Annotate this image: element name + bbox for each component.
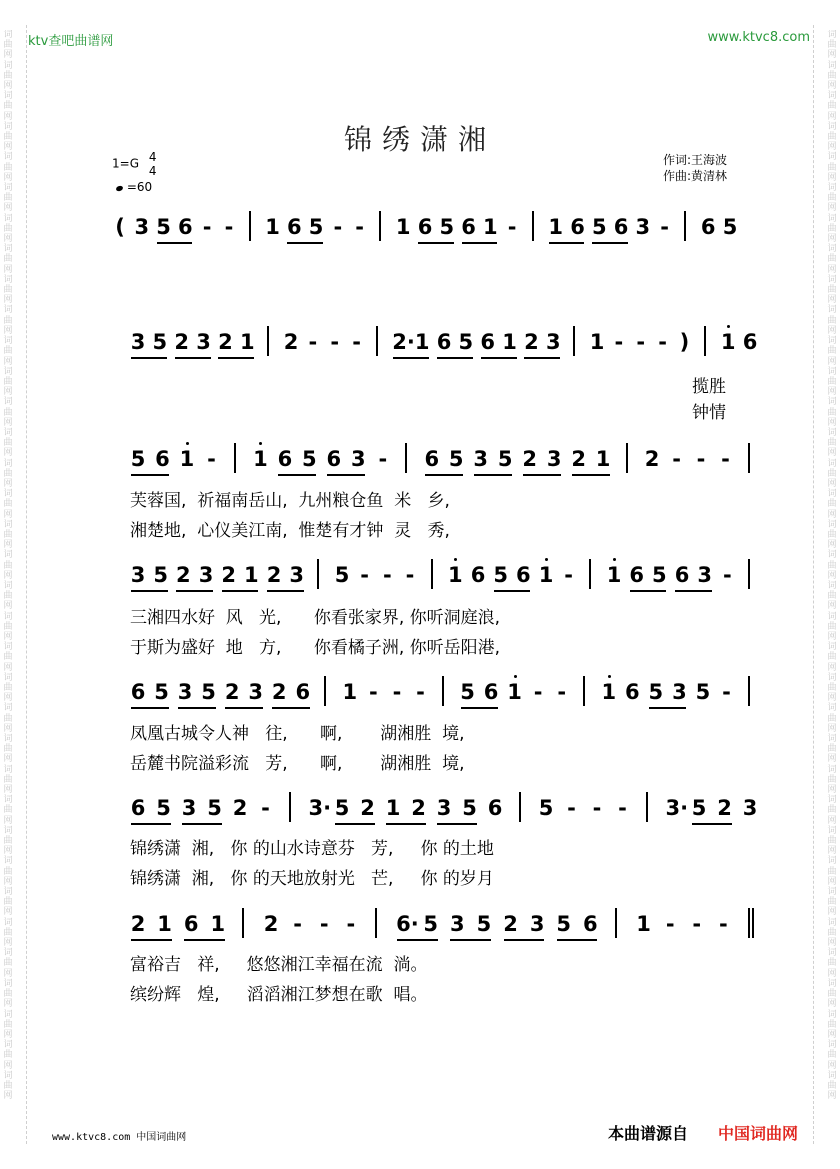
eighth-underline: [267, 590, 304, 592]
barline: [704, 326, 706, 356]
note: 3: [436, 796, 452, 820]
dash: -: [392, 680, 402, 704]
note: 6: [295, 680, 311, 704]
note: 5: [334, 796, 350, 820]
eighth-underline: [272, 707, 310, 709]
header-left-site[interactable]: ktv查吧曲谱网: [28, 34, 114, 49]
note: 1: [538, 563, 554, 587]
credits: [663, 152, 727, 184]
note: 2: [524, 330, 539, 354]
lyric-line: 凤凰古城令人神 往, 啊, 湖湘胜 境,: [130, 724, 465, 744]
note: 2: [522, 447, 537, 471]
eighth-underline: [327, 474, 365, 476]
dash: -: [722, 680, 731, 704]
note: 2: [644, 447, 660, 471]
note: 2: [283, 330, 299, 354]
eighth-underline: [131, 707, 169, 709]
note: 1: [179, 447, 195, 471]
note: 1: [483, 215, 498, 239]
eighth-underline: [437, 823, 477, 825]
lyric-line: 钟情: [692, 403, 726, 423]
tempo-mark: [116, 180, 152, 194]
note: 6: [436, 330, 452, 354]
bracket: (: [115, 215, 125, 239]
note: 6: [286, 215, 302, 239]
barline: [646, 792, 648, 822]
dash: -: [636, 330, 646, 354]
dash: -: [333, 215, 343, 239]
eighth-underline: [418, 242, 454, 244]
eighth-underline: [176, 590, 213, 592]
composer: 作曲:黄清林: [663, 169, 728, 183]
barline: [583, 676, 585, 706]
note: 6: [480, 330, 496, 354]
time-signature: [149, 150, 157, 178]
note: 1: [589, 330, 605, 354]
note: 6: [483, 680, 499, 704]
note: 5: [695, 680, 711, 704]
high-octave-dot: [727, 325, 730, 328]
dash: -: [692, 912, 702, 936]
note: 1: [601, 680, 617, 704]
eighth-underline: [504, 939, 545, 941]
note: 2: [221, 563, 236, 587]
note: 3·: [665, 796, 689, 820]
footer-source-site[interactable]: 中国词曲网: [718, 1124, 799, 1143]
note: 5: [538, 796, 554, 820]
eighth-underline: [450, 939, 491, 941]
eighth-underline: [397, 939, 438, 941]
dash: -: [719, 912, 728, 936]
barline: [589, 559, 591, 589]
barline: [267, 326, 269, 356]
eighth-underline: [523, 474, 561, 476]
dash: -: [658, 330, 667, 354]
dash: -: [614, 330, 624, 354]
eighth-underline: [225, 707, 263, 709]
barline: [234, 443, 236, 473]
note: 6: [583, 912, 598, 936]
footer-source-label: 本曲谱源自: [608, 1124, 689, 1143]
eighth-underline: [461, 707, 499, 709]
note: 6: [674, 563, 690, 587]
note: 1: [595, 447, 611, 471]
note: 5: [207, 796, 222, 820]
note: 6: [183, 912, 199, 936]
dash: -: [564, 563, 574, 587]
note: 5: [497, 447, 513, 471]
dash: -: [308, 330, 318, 354]
dash: -: [330, 330, 340, 354]
eighth-underline: [278, 474, 316, 476]
note: 5: [722, 215, 738, 239]
high-octave-dot: [454, 558, 457, 561]
note: 3: [546, 447, 562, 471]
eighth-underline: [287, 242, 323, 244]
note: 3: [134, 215, 150, 239]
dash: -: [660, 215, 669, 239]
lyric-line: 揽胜: [692, 377, 726, 397]
dash: -: [672, 447, 681, 471]
high-octave-dot: [545, 558, 548, 561]
barline: [442, 676, 444, 706]
dash: -: [293, 912, 302, 936]
eighth-underline: [131, 939, 172, 941]
time-bottom: 4: [148, 164, 157, 178]
note: 1: [414, 330, 430, 354]
lyric-line: 锦绣潇 湘, 你 的天地放射光 芒, 你 的岁月: [130, 869, 494, 889]
note: 2: [224, 680, 240, 704]
dash: -: [346, 912, 356, 936]
note: 5: [448, 447, 464, 471]
key-label: 1=G: [112, 156, 139, 171]
barline: [626, 443, 628, 473]
eighth-underline: [131, 590, 168, 592]
eighth-underline: [131, 474, 169, 476]
note: 3: [697, 563, 712, 587]
note: 3: [130, 330, 146, 354]
note: 5: [591, 215, 607, 239]
dash: -: [416, 680, 425, 704]
note: 6: [470, 563, 486, 587]
high-octave-dot: [613, 558, 616, 561]
time-top: 4: [148, 150, 157, 164]
barline: [573, 326, 575, 356]
barline: [748, 676, 750, 706]
eighth-underline: [184, 939, 225, 941]
note: 2: [130, 912, 146, 936]
eighth-underline: [675, 590, 712, 592]
barline: [748, 559, 750, 589]
note: 1: [210, 912, 226, 936]
note: 5: [493, 563, 508, 587]
dash: -: [557, 680, 567, 704]
high-octave-dot: [186, 442, 189, 445]
barline: [376, 326, 378, 356]
note: 5: [648, 680, 664, 704]
note: 6: [487, 796, 503, 820]
note: 2: [571, 447, 586, 471]
note: 2: [503, 912, 518, 936]
lyricist: 作词:王海波: [663, 153, 728, 167]
barline: [317, 559, 319, 589]
note: 1: [548, 215, 564, 239]
eighth-underline: [386, 823, 426, 825]
note: 1: [395, 215, 411, 239]
note: 5: [152, 330, 168, 354]
barline: [289, 792, 291, 822]
eighth-underline: [649, 707, 687, 709]
dash: -: [618, 796, 627, 820]
note: 3: [635, 215, 651, 239]
note: 3: [177, 680, 193, 704]
dash: -: [360, 563, 370, 587]
eighth-underline: [157, 242, 193, 244]
note: 2: [176, 563, 191, 587]
dash: -: [224, 215, 234, 239]
eighth-underline: [131, 823, 171, 825]
lyric-line: 缤纷辉 煌, 滔滔湘江梦想在歌 唱。: [130, 985, 428, 1005]
dash: -: [369, 680, 378, 704]
note: 5: [201, 680, 216, 704]
dash: -: [721, 447, 730, 471]
dash: -: [382, 563, 392, 587]
barline: [324, 676, 326, 706]
lyric-line: 岳麓书院溢彩流 芳, 啊, 湖湘胜 境,: [130, 754, 465, 774]
note: 5: [153, 563, 168, 587]
eighth-underline: [425, 474, 463, 476]
lyric-line: 湘楚地, 心仪美江南, 惟楚有才钟 灵 秀,: [130, 521, 450, 541]
right-watermark: 词曲网词曲网词曲网词曲网词曲网词曲网词曲网词曲网词曲网词曲网词曲网词曲网词曲网词曲网词曲网词曲网词曲网词曲网词曲网词曲网词曲网词曲网词曲网词曲网词曲网词曲网词曲网词曲网词曲网词曲网词曲网词曲网词曲网词曲网词曲网: [827, 30, 837, 1102]
dash: -: [722, 563, 732, 587]
note: 1: [244, 563, 259, 587]
note: 3: [529, 912, 545, 936]
eighth-underline: [630, 590, 667, 592]
eighth-underline: [131, 357, 167, 359]
note: 3: [351, 447, 366, 471]
left-watermark: 词曲网词曲网词曲网词曲网词曲网词曲网词曲网词曲网词曲网词曲网词曲网词曲网词曲网词曲网词曲网词曲网词曲网词曲网词曲网词曲网词曲网词曲网词曲网词曲网词曲网词曲网词曲网词曲网词曲网词曲网词曲网词曲网词曲网词曲网词曲网: [3, 30, 13, 1102]
barline: [748, 443, 750, 473]
barline: [375, 908, 377, 938]
dash: -: [507, 215, 517, 239]
note: 1: [507, 680, 522, 704]
eighth-underline: [335, 823, 375, 825]
note: 6: [424, 447, 440, 471]
dash: -: [533, 680, 543, 704]
note: 2·: [392, 330, 415, 354]
note: 6: [417, 215, 433, 239]
eighth-underline: [182, 823, 222, 825]
note: 6: [629, 563, 644, 587]
note: 5: [476, 912, 492, 936]
eighth-underline: [437, 357, 473, 359]
note: 5: [458, 330, 474, 354]
lyric-line: 锦绣潇 湘, 你 的山水诗意芬 芳, 你 的土地: [130, 839, 494, 859]
note: 6: [516, 563, 531, 587]
high-octave-dot: [514, 675, 517, 678]
eighth-underline: [218, 357, 254, 359]
note: 5: [423, 912, 438, 936]
lyric-line: 富裕吉 祥, 悠悠湘江幸福在流 淌。: [130, 955, 428, 975]
note: 2: [271, 680, 287, 704]
dash: -: [567, 796, 576, 820]
note: 3: [181, 796, 197, 820]
quarter-note-icon: [115, 185, 123, 192]
note: 1: [720, 330, 736, 354]
lyric-line: 于斯为盛好 地 方, 你看橘子洲, 你听岳阳港,: [130, 638, 501, 658]
eighth-underline: [178, 707, 216, 709]
tempo-value: =60: [126, 180, 153, 194]
eighth-underline: [175, 357, 211, 359]
note: 1: [157, 912, 172, 936]
barline: [684, 211, 686, 241]
note: 6: [130, 680, 146, 704]
note: 3: [198, 563, 214, 587]
note: 5: [462, 796, 477, 820]
dash: -: [355, 215, 364, 239]
note: 3·: [308, 796, 332, 820]
eighth-underline: [393, 357, 429, 359]
note: 1: [636, 912, 651, 936]
header-right-url[interactable]: www.ktvc8.com: [707, 30, 810, 45]
dash: -: [207, 447, 216, 471]
barline: [249, 211, 251, 241]
note: 1: [342, 680, 358, 704]
note: 6: [700, 215, 716, 239]
eighth-underline: [557, 939, 598, 941]
note: 5: [302, 447, 317, 471]
barline: [532, 211, 534, 241]
note: 1: [253, 447, 268, 471]
note: 2: [266, 563, 282, 587]
dash: -: [405, 563, 415, 587]
lyric-line: 芙蓉国, 祈福南岳山, 九州粮仓鱼 米 乡,: [130, 491, 450, 511]
eighth-underline: [474, 474, 512, 476]
bracket: ): [679, 330, 690, 354]
note: 6: [461, 215, 476, 239]
note: 5: [334, 563, 350, 587]
note: 1: [265, 215, 280, 239]
eighth-underline: [549, 242, 585, 244]
barline: [242, 908, 244, 938]
score-line: [0, 215, 840, 265]
dash: -: [378, 447, 388, 471]
dash: -: [592, 796, 602, 820]
note: 2: [360, 796, 375, 820]
footer-url[interactable]: www.ktvc8.com 中国词曲网: [52, 1132, 187, 1143]
dash: -: [696, 447, 706, 471]
note: 3: [742, 796, 758, 820]
note: 3: [130, 563, 146, 587]
note: 5: [156, 796, 171, 820]
dash: -: [665, 912, 675, 936]
eighth-underline: [692, 823, 732, 825]
key-signature: [112, 150, 156, 178]
dash: -: [261, 796, 270, 820]
note: 5: [652, 563, 667, 587]
song-title: 锦绣潇湘: [343, 123, 496, 156]
eighth-underline: [592, 242, 628, 244]
note: 6: [326, 447, 342, 471]
eighth-underline: [481, 357, 517, 359]
note: 6: [613, 215, 629, 239]
note: 6: [624, 680, 640, 704]
barline: [615, 908, 617, 938]
note: 5: [439, 215, 455, 239]
note: 5: [308, 215, 324, 239]
note: 6: [277, 447, 293, 471]
barline: [405, 443, 407, 473]
note: 3: [289, 563, 304, 587]
high-octave-dot: [608, 675, 611, 678]
note: 2: [232, 796, 248, 820]
note: 5: [156, 215, 171, 239]
note: 6: [742, 330, 758, 354]
note: 2: [174, 330, 190, 354]
note: 3: [545, 330, 561, 354]
barline: [431, 559, 433, 589]
barline: [519, 792, 521, 822]
high-octave-dot: [259, 442, 262, 445]
dash: -: [352, 330, 361, 354]
note: 2: [263, 912, 279, 936]
note: 1: [385, 796, 401, 820]
note: 6: [130, 796, 146, 820]
note: 5: [460, 680, 475, 704]
eighth-underline: [462, 242, 498, 244]
note: 3: [248, 680, 263, 704]
note: 2: [218, 330, 233, 354]
note: 3: [196, 330, 211, 354]
note: 2: [411, 796, 426, 820]
dash: -: [319, 912, 329, 936]
note: 3: [449, 912, 465, 936]
final-barline: [748, 908, 750, 938]
note: 1: [239, 330, 255, 354]
eighth-underline: [524, 357, 560, 359]
note: 6: [570, 215, 585, 239]
note: 5: [691, 796, 707, 820]
note: 1: [502, 330, 517, 354]
note: 3: [672, 680, 687, 704]
final-barline: [752, 908, 754, 938]
note: 5: [154, 680, 169, 704]
lyric-line: 三湘四水好 风 光, 你看张家界, 你听洞庭浪,: [130, 608, 501, 628]
note: 5: [556, 912, 572, 936]
note: 6·: [396, 912, 419, 936]
note: 5: [130, 447, 146, 471]
note: 2: [717, 796, 732, 820]
eighth-underline: [572, 474, 610, 476]
note: 1: [606, 563, 622, 587]
note: 1: [448, 563, 463, 587]
note: 6: [155, 447, 170, 471]
eighth-underline: [494, 590, 531, 592]
note: 3: [473, 447, 489, 471]
note: 6: [178, 215, 193, 239]
barline: [379, 211, 381, 241]
eighth-underline: [222, 590, 259, 592]
dash: -: [202, 215, 212, 239]
